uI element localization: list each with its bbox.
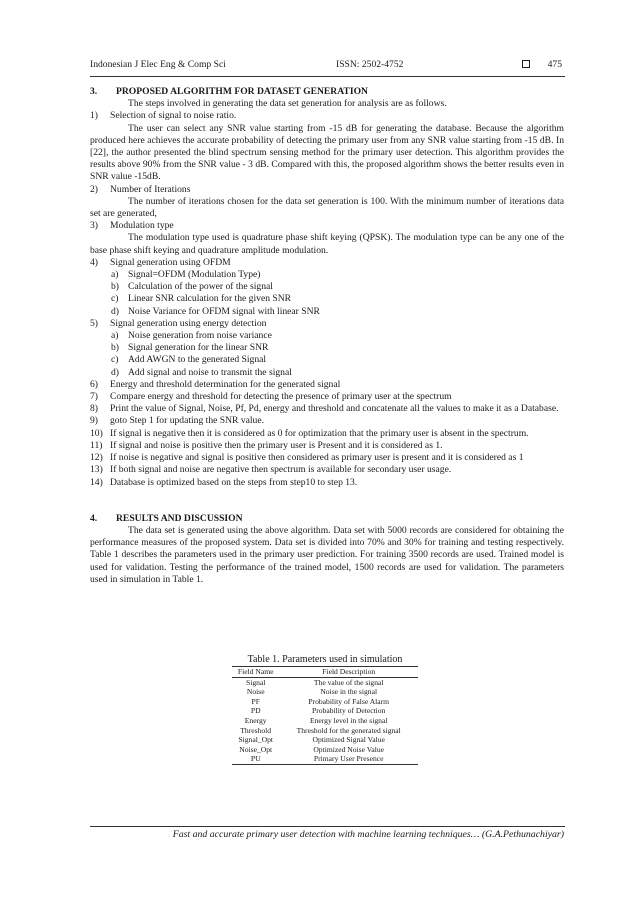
list-number: 14) xyxy=(90,476,103,488)
list-text: Noise Variance for OFDM signal with linear SNR xyxy=(128,305,320,317)
list-item xyxy=(90,269,564,281)
list-text: Signal generation for the linear SNR xyxy=(128,342,269,354)
list-item: 2) Number of Iterations xyxy=(90,183,191,195)
table-cell: Threshold for the generated signal xyxy=(296,725,401,735)
issn: ISSN: 2502-4752 xyxy=(336,59,404,70)
list-item xyxy=(90,403,564,415)
table-row xyxy=(232,687,418,697)
table-cell: PD xyxy=(250,706,261,716)
list-item xyxy=(90,391,564,403)
list-number: a) xyxy=(111,330,119,342)
list-item: 4) Signal generation using OFDM xyxy=(90,256,231,268)
page-number: 475 xyxy=(547,59,562,70)
list-text: Energy and threshold determination for the generated signal xyxy=(110,378,341,390)
section-heading: 4. RESULTS AND DISCUSSION xyxy=(90,512,243,524)
list-item xyxy=(90,415,564,427)
list-text: Print the value of Signal, Noise, Pf, Pd, energy and threshold and concatenate all the values to make it as a Database. xyxy=(110,403,559,415)
list-item xyxy=(90,330,564,342)
list-item xyxy=(90,281,564,293)
list-item xyxy=(90,428,564,440)
sub-list xyxy=(90,269,564,318)
list-item xyxy=(90,452,564,464)
table-cell: Probability of Detection xyxy=(312,706,386,716)
list-text: Signal=OFDM (Modulation Type) xyxy=(128,269,261,281)
list-item xyxy=(90,379,564,391)
list-text: If signal and noise is positive then the primary user is Present and it is considered as 1. xyxy=(110,439,443,451)
table-row xyxy=(232,716,418,726)
journal-name: Indonesian J Elec Eng & Comp Sci xyxy=(90,59,226,70)
table-row xyxy=(232,754,418,764)
table-row xyxy=(232,677,418,687)
table-row xyxy=(232,697,418,707)
list-text: Add signal and noise to transmit the signal xyxy=(128,366,292,378)
table-header-row xyxy=(232,667,418,678)
list-text: If both signal and noise are negative then spectrum is available for secondary user usage. xyxy=(110,464,452,476)
running-footer: Fast and accurate primary user detection with machine learning techniques… (G.A.Pethunachiyar) xyxy=(172,829,564,840)
list-number: c) xyxy=(111,354,119,366)
paragraph: The data set is generated using the above algorithm. Data set with 5000 records are considered for obtaining the performance measures of the proposed system. Data set is divided into 70% and 30% for training and testing respectively. Table 1 describes the parameters used in the primary user prediction. For training 3500 records are used. Trained model is used for validation. Testing the performance of the trained model, 1500 records are used for validation. The parameters used in simulation in Table 1. xyxy=(90,524,564,585)
parameters-table xyxy=(232,654,418,765)
table-cell: Energy level in the signal xyxy=(309,715,388,725)
list-number: 6) xyxy=(90,378,98,390)
table-cell: Threshold xyxy=(240,725,272,735)
list-number: d) xyxy=(111,305,119,317)
table-cell: Optimized Noise Value xyxy=(313,744,385,754)
table-cell: Noise in the signal xyxy=(320,687,378,697)
list-number: b) xyxy=(111,342,119,354)
list-number: 7) xyxy=(90,391,98,403)
list-item: 5) Signal generation using energy detection xyxy=(90,317,267,329)
checkbox-square-icon xyxy=(522,60,530,68)
column-header: Field Description xyxy=(279,667,418,678)
list-item xyxy=(90,440,564,452)
paragraph: The modulation type used is quadrature phase shift keying (QPSK). The modulation type can be any one of the base phase shift keying and quadrature amplitude modulation. xyxy=(90,232,564,256)
list-item: 3) Modulation type xyxy=(90,220,174,232)
paragraph: The user can select any SNR value starting from -15 dB for generating the database. Because the algorithm produced here achieves the accurate probability of detecting the primary user from any SNR value starting from -15 dB. In [22], the author presented the blind spectrum sensing method for the primary user detection. This algorithm provides the results above 90% from the SNR value - 3 dB. Compared with this, the proposed algorithm shows the better results even in SNR value -15dB. xyxy=(90,122,564,183)
list-item xyxy=(90,367,564,379)
table-row xyxy=(232,726,418,736)
table-cell: Energy xyxy=(244,715,267,725)
list-item xyxy=(90,464,564,476)
paragraph: The steps involved in generating the data set generation for analysis are as follows. xyxy=(128,98,447,110)
paragraph: The number of iterations chosen for the data set generation is 100. With the minimum number of iterations data set are generated, xyxy=(90,195,564,220)
table-cell: Signal_Opt xyxy=(238,735,273,745)
step-list xyxy=(90,379,564,489)
table-cell: PF xyxy=(251,696,260,706)
table-cell: Signal xyxy=(245,677,266,687)
table-cell: Noise xyxy=(246,687,265,697)
list-text: If signal is negative then it is considered as 0 for optimization that the primary user is absent in the spectrum. xyxy=(110,427,529,439)
section-heading: 3. PROPOSED ALGORITHM FOR DATASET GENERATION xyxy=(90,86,368,97)
list-item xyxy=(90,342,564,354)
list-item xyxy=(90,477,564,489)
list-text: goto Step 1 for updating the SNR value. xyxy=(110,415,265,427)
list-number: 9) xyxy=(90,415,98,427)
table-cell: Probability of False Alarm xyxy=(308,696,390,706)
running-header xyxy=(90,59,564,75)
table-row xyxy=(232,706,418,716)
list-text: Database is optimized based on the steps from step10 to step 13. xyxy=(110,476,358,488)
table xyxy=(232,666,418,765)
list-item xyxy=(90,306,564,318)
list-text: Compare energy and threshold for detecting the presence of primary user at the spectrum xyxy=(110,391,452,403)
table-cell: Optimized Signal Value xyxy=(312,735,385,745)
list-text: Linear SNR calculation for the given SNR xyxy=(128,293,292,305)
list-text: If noise is negative and signal is positive then considered as primary user is present and it is considered as 1 xyxy=(110,452,524,464)
header-rule xyxy=(90,76,565,77)
column-header: Field Name xyxy=(232,667,279,678)
list-number: 10) xyxy=(90,427,103,439)
list-number: 12) xyxy=(90,452,103,464)
list-number: 11) xyxy=(90,439,103,451)
main-text xyxy=(90,86,564,586)
table-caption: Table 1. Parameters used in simulation xyxy=(247,654,403,665)
list-number: 8) xyxy=(90,403,98,415)
list-number: d) xyxy=(111,366,119,378)
list-item xyxy=(90,293,564,305)
footer-rule xyxy=(90,826,565,827)
table-row xyxy=(232,735,418,745)
sub-list xyxy=(90,330,564,379)
table-row xyxy=(232,745,418,755)
list-text: Calculation of the power of the signal xyxy=(128,281,273,293)
table-cell: PU xyxy=(232,754,279,764)
table-cell: Primary User Presence xyxy=(279,754,418,764)
list-item xyxy=(90,354,564,366)
list-number: 13) xyxy=(90,464,103,476)
list-number: a) xyxy=(111,269,119,281)
list-number: c) xyxy=(111,293,119,305)
list-item: 1) Selection of signal to noise ratio. xyxy=(90,110,237,122)
list-text: Add AWGN to the generated Signal xyxy=(128,354,267,366)
table-cell: Noise_Opt xyxy=(239,744,273,754)
list-text: Noise generation from noise variance xyxy=(128,330,272,342)
table-cell: The value of the signal xyxy=(313,677,384,687)
list-number: b) xyxy=(111,281,119,293)
